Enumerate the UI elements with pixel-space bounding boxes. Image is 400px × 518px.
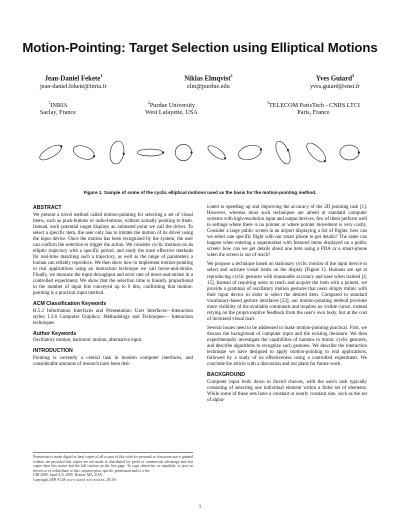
author-3-sup: 3 (352, 73, 354, 78)
driver-dot (190, 151, 192, 153)
elliptical-motions-figure (34, 125, 366, 180)
driver-dot (286, 149, 289, 152)
author-block (40, 72, 360, 90)
author-3 (310, 72, 360, 90)
figure-caption: Figure 1. Sample of some of the cyclic elliptical motions used as the basis for the motion-pointing method. (83, 190, 317, 195)
motion-ellipse-4 (137, 149, 164, 156)
driver-dot (260, 148, 263, 151)
motion-ellipse-10 (340, 145, 360, 160)
affiliation-3 (267, 99, 360, 117)
author-1 (40, 72, 107, 90)
affiliation-2-line1: Purdue University (149, 102, 196, 110)
affiliation-2 (145, 99, 198, 117)
motion-ellipse-3 (108, 140, 126, 165)
author-2 (184, 72, 232, 90)
affiliation-2-line2: West Lafayette, USA (145, 109, 198, 117)
driver-dot (323, 160, 326, 163)
driver-dot (358, 151, 360, 153)
affiliation-block (40, 99, 360, 117)
motion-ellipse-9 (304, 140, 330, 166)
intro-text: Pointing is currently a central task in modern computer interfaces, and considerable amounts of research have been ded- (33, 356, 193, 368)
acm-heading: ACM Classification Keywords (33, 301, 107, 308)
motion-ellipse-2 (71, 143, 97, 162)
background-text: Computer input boils down to forced choices, with the user's task typically consisting of selecting one individual element within a finite set of elements. While some of these sets have a constant or nearly constant size, such as the set of alpha- (207, 379, 367, 403)
affiliation-3-sup: 3 (266, 100, 269, 105)
motion-ellipse-path (38, 142, 64, 162)
author-2-name: Niklas Elmqvist (184, 75, 231, 83)
page-number: 1 (198, 505, 202, 510)
motion-ellipse-path (340, 145, 359, 160)
motion-ellipse-1 (38, 142, 65, 163)
right-paragraph-3: Several issues need to be addressed to make motion-pointing practical. First, we discuss the background of computer input and the existing literature. We then experimentally investigate the capabilities of humans to mimic cyclic gestures, and describe algorithms to recognize such gestures. We describe the interaction technique we have designed to apply motion-pointing to real applications, followed by a study of its effectiveness using a controlled experiment. We conclude the article with a discussion and our plans for future work. (207, 325, 367, 368)
keywords-text: Oscillatory motion, harmonic motion, alternative input. (33, 338, 143, 344)
driver-dot (93, 155, 96, 158)
background-heading: BACKGROUND (207, 372, 246, 379)
abstract-heading: ABSTRACT (33, 205, 62, 211)
author-2-sup: 2 (230, 73, 233, 78)
motion-ellipse-path (137, 149, 163, 156)
motion-ellipse-path (273, 139, 293, 166)
intro-heading: INTRODUCTION (33, 348, 73, 355)
left-column (33, 205, 193, 371)
affiliation-1-line1: INRIA (50, 102, 68, 110)
right-paragraph-2: We propose a technique based on stationary cyclic motion of the input device to select and activate visual items on the display (Figure 1). Humans are apt at reproducing cyclic gestures with reasonable accuracy and ease when trained [4, 15]. Instead of requiring users to reach and acquire the item with a pointer, we provide a grammar of oscillatory motion gestures that users simply mimic with their input device in order to select the desired item. Compared to standard vocabulary-based gesture interfaces [23], our motion-pointing method provides more visibility of the available commands and requires no visible cursor, instead relying on the proprioceptive feedback from the user's own body, but at the cost of increased visual load. (207, 262, 367, 322)
driver-dot (162, 151, 164, 153)
motion-ellipse-path (108, 140, 125, 165)
abstract-text: We present a novel method called motion-pointing for selecting a set of visual items, such as push-buttons or radio-buttons, without actually pointing to them. Instead, each potential target displays an animated point we call the driver. To select a specific item, the user only has to imitate the motion of its driver using the input device. Once the motion has been recognized by the system, the user can confirm the selection to trigger the action. We consider cyclic motions on an elliptic trajectory with a specific period, and study the most effective methods for real-time matching such a trajectory, as well as the range of parameters a human can reliably reproduce. We then show how to implement motion-pointing in real applications using an interaction technique we call move-and-stroke. Finally, we measure the input throughput and error rate of move-and-stroke in a controlled experiment. We show that the selection time is linearly proportional to the number of input bits conveyed up to 6 bits, confirming that motion-pointing is a practical input method. (33, 212, 193, 297)
affiliation-3-line1: TELECOM ParisTech - CNRS LTCI (268, 102, 360, 110)
permission-text: Permission to make digital or hard copies of all or part of this work for personal or classroom use is granted without fee provided that copies are not made or distributed for profit or commercial advantage and that copies bear this notice and the full citation on the first page. To copy otherwise, or republish, to post on servers or to redistribute to lists, requires prior specific permission and/or a fee. (33, 455, 193, 473)
permission-notice (33, 452, 193, 483)
motion-ellipse-path (237, 143, 263, 162)
paper-title: Motion-Pointing: Target Selection using Elliptical Motions (22, 40, 378, 55)
keywords-heading: Author Keywords (33, 330, 77, 337)
affiliation-1-sup: 1 (48, 100, 51, 105)
acm-text: H.5.2 Information Interfaces and Presentation: User Interfaces—Interaction styles; I.3.6 Computer Graphics: Methodology and Techniques— Interaction techniques (33, 308, 193, 326)
motion-ellipse-8 (273, 139, 294, 166)
right-column (207, 205, 367, 407)
affiliation-1 (40, 99, 76, 117)
conference-line: CHI 2009, April 4–9, 2009, Boston, MA, USA. (33, 473, 103, 478)
motion-ellipse-5 (175, 144, 192, 160)
author-1-sup: 1 (100, 73, 103, 78)
author-1-name: Jean-Daniel Fekete (44, 75, 101, 83)
driver-dot (122, 152, 125, 155)
author-3-name: Yves Guiard (315, 75, 352, 83)
right-paragraph-1: icated to speeding up and improving the accuracy of the 2D pointing task [1]. However, whereas most such techniques are aimed at standard computer systems with high-resolution input and output devices, few of them perform well in settings where there is no pointer or where pointer movement is very costly. Consider a large public screen in an airport displaying a list of flights: how can we select one specific flight with our smart phone to get details? The same can happen when entering a supermarket with featured items displayed on a public screen: how can we get details about one item using a PDA or a smart-phone when the screen is out of reach? (207, 205, 367, 259)
copyright-line: Copyright 2009 ACM xxx-x-xxxxx-xxx-x/xx/xx...$5.00. (33, 477, 117, 482)
motion-ellipse-path (175, 144, 191, 160)
author-2-email[interactable]: elm@purdue.edu (187, 82, 230, 90)
affiliation-1-line2: Saclay, France (40, 109, 77, 117)
affiliation-2-sup: 2 (147, 100, 150, 105)
affiliation-3-line2: Paris, France (297, 109, 330, 117)
author-1-email[interactable]: jean-daniel.fekete@inria.fr (40, 82, 107, 90)
motion-ellipse-6 (206, 143, 228, 162)
motion-ellipse-path (71, 143, 96, 162)
driver-dot (223, 157, 226, 160)
author-3-email[interactable]: yves.guiard@enst.fr (309, 82, 360, 90)
motion-ellipse-7 (237, 143, 264, 162)
